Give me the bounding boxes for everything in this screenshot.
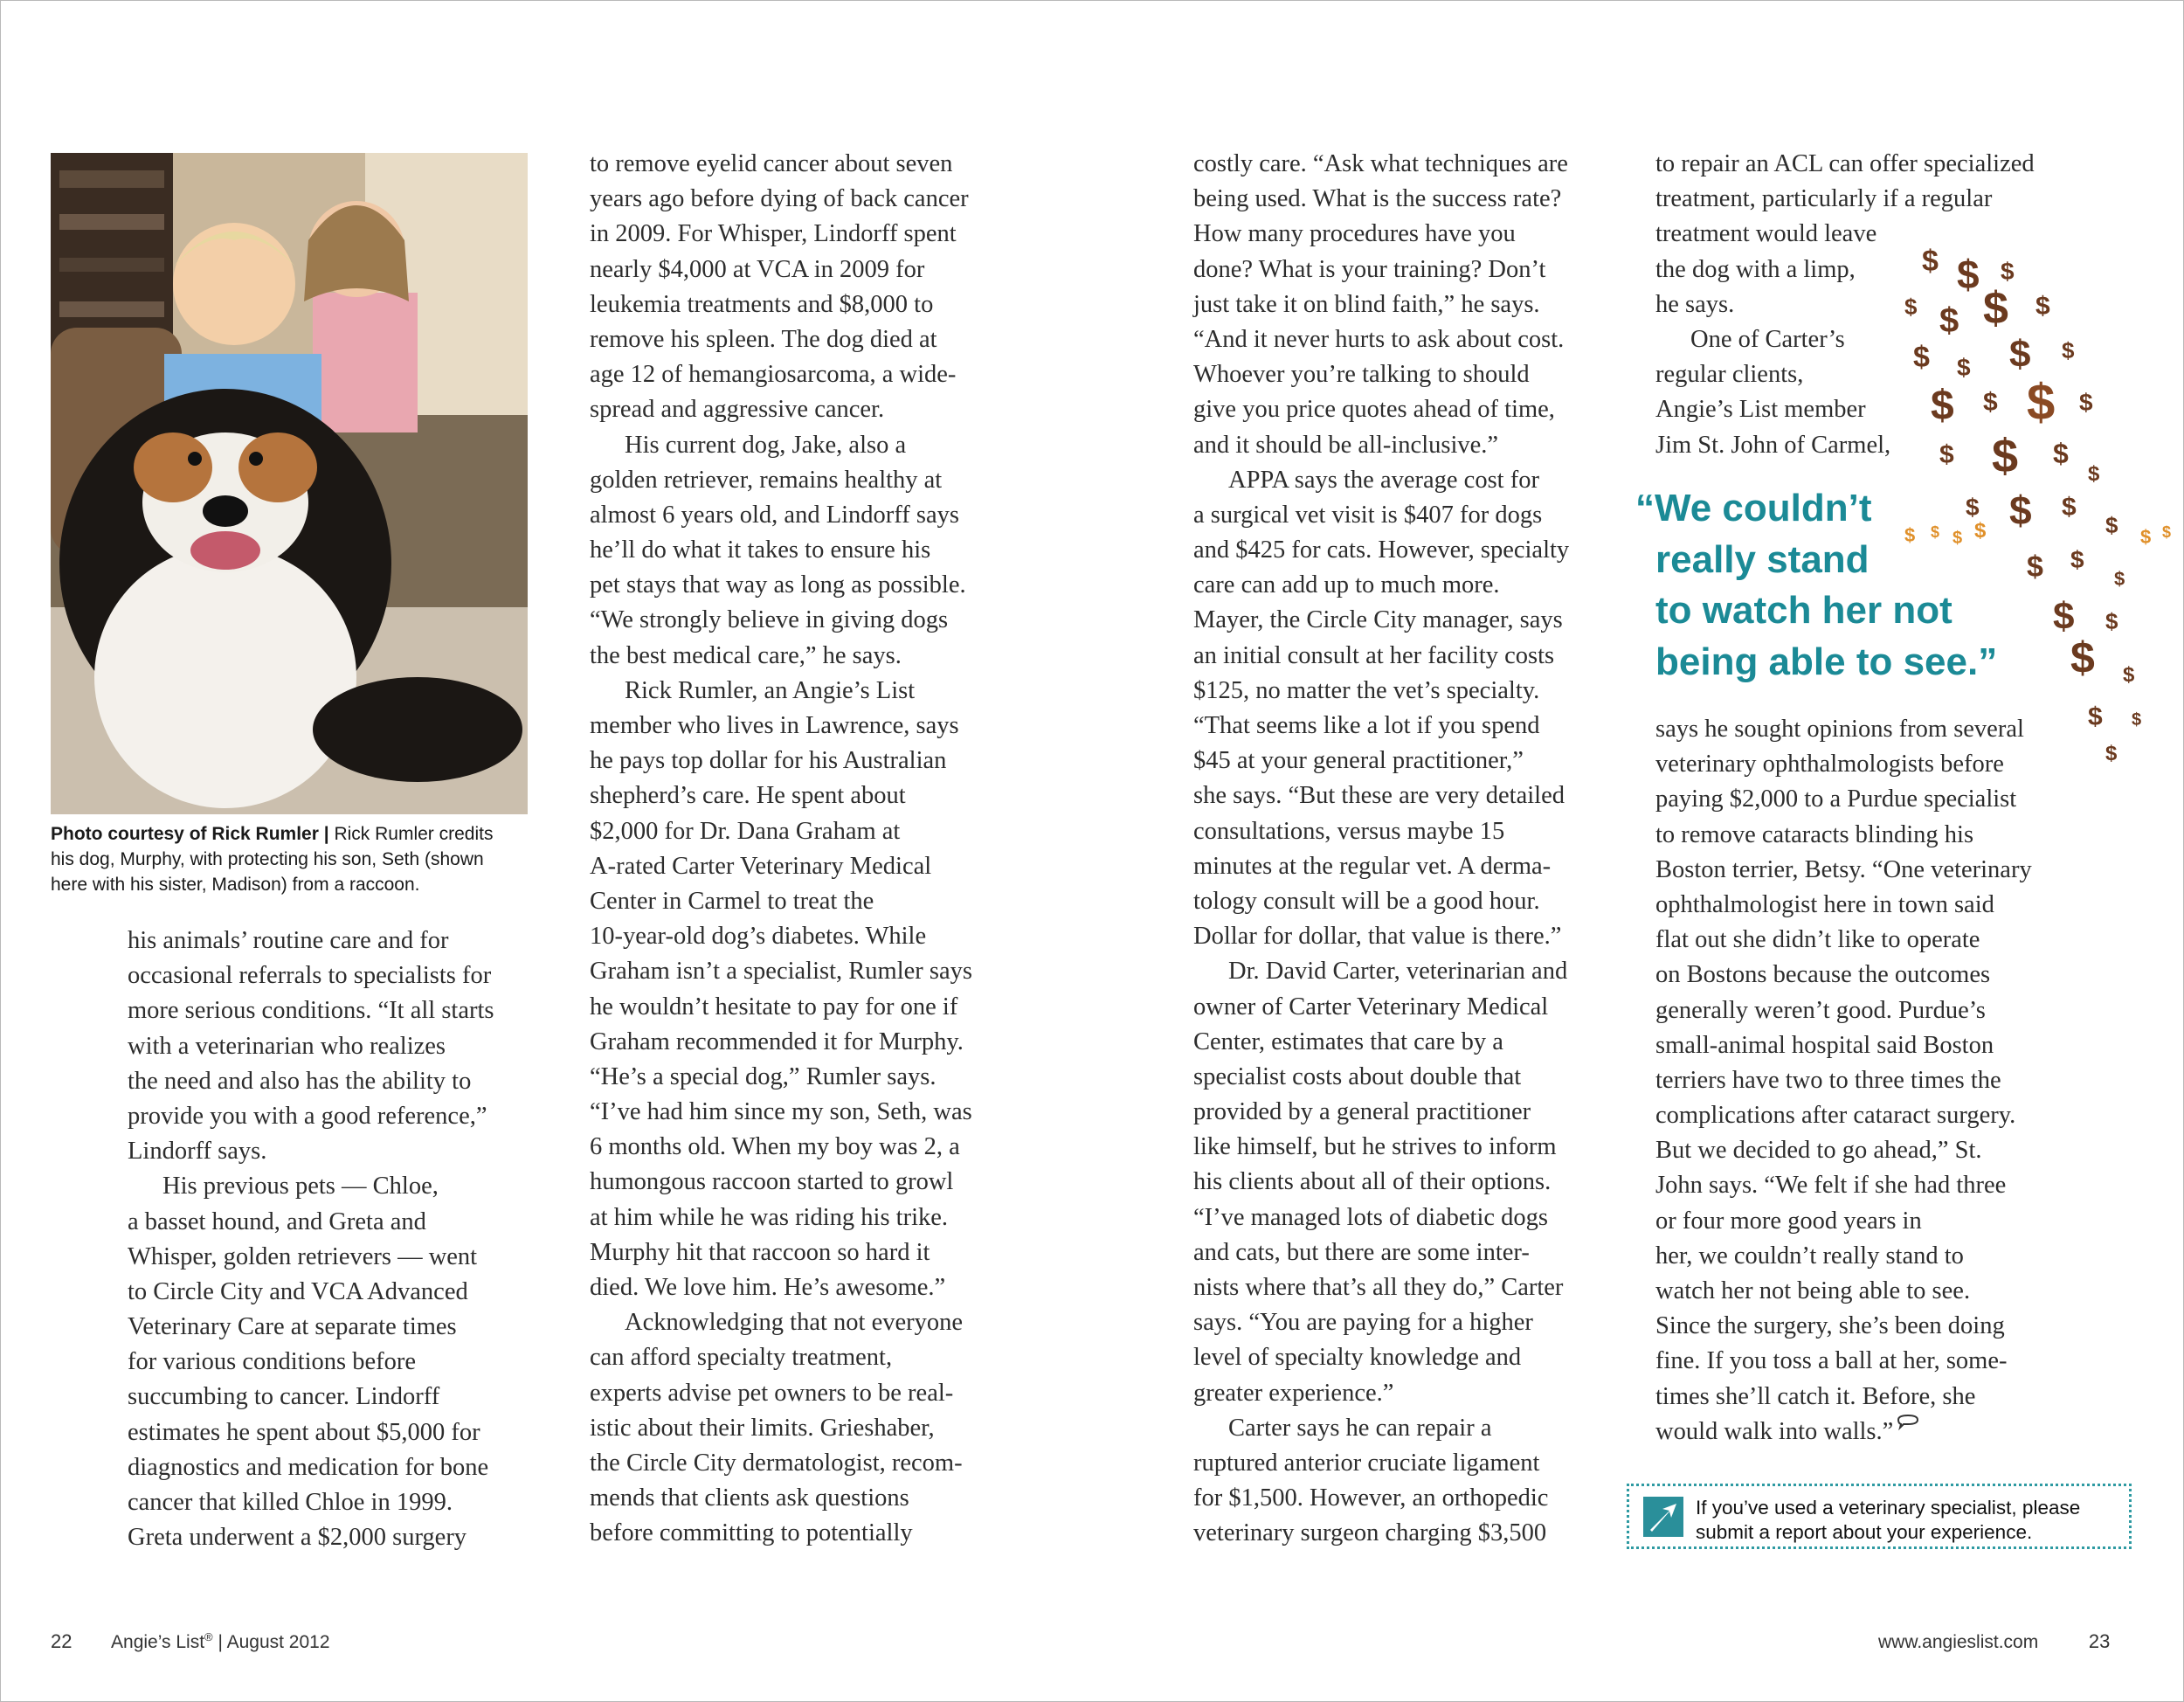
text-line: Veterinary Care at separate times xyxy=(128,1313,457,1341)
dollar-glyph-icon: $ xyxy=(2053,595,2075,638)
text-line: years ago before dying of back cancer xyxy=(590,185,969,213)
text-line: minutes at the regular vet. A derma- xyxy=(1193,852,1552,880)
text-line: like himself, but he strives to inform xyxy=(1193,1133,1557,1161)
text-line: diagnostics and medication for bone xyxy=(128,1453,489,1481)
dollar-glyph-icon: $ xyxy=(1957,354,1971,381)
text-line: $45 at your general practitioner,” xyxy=(1193,747,1524,775)
text-line: pet stays that way as long as possible. xyxy=(590,571,966,599)
dollar-glyph-icon: $ xyxy=(2088,702,2103,731)
text-line: “We strongly believe in giving dogs xyxy=(590,606,949,634)
pull-quote-line: to watch her not xyxy=(1655,589,1952,632)
text-line: Whoever you’re talking to should xyxy=(1193,361,1530,389)
text-line: spread and aggressive cancer. xyxy=(590,396,885,424)
cta-line: submit a report about your experience. xyxy=(1696,1521,2033,1543)
dollar-glyph-icon: $ xyxy=(2062,493,2077,522)
pull-quote-line: being able to see.” xyxy=(1655,640,1998,683)
text-line xyxy=(1655,1415,2032,1449)
caption-separator: | xyxy=(318,824,335,844)
text-line: How many procedures have you xyxy=(1193,220,1516,248)
dollar-glyph-icon: $ xyxy=(1904,294,1918,320)
text-line: provide you with a good reference,” xyxy=(128,1102,487,1130)
dollar-glyph-icon: $ xyxy=(2105,608,2118,634)
text-line: Whisper, golden retrievers — went xyxy=(128,1242,478,1270)
caption-line: his dog, Murphy, with protecting his son, Seth (shown xyxy=(51,849,484,869)
caption-line: Rick Rumler credits xyxy=(334,824,494,844)
dollar-glyph-icon: $ xyxy=(1931,383,1954,429)
dollar-glyph-icon: $ xyxy=(2123,663,2135,687)
dollar-glyph-icon: $ xyxy=(1939,440,1954,469)
text-line: veterinary surgeon charging $3,500 xyxy=(1193,1519,1547,1547)
text-line: before committing to potentially xyxy=(590,1519,913,1547)
text-line: “I’ve had him since my son, Seth, was xyxy=(590,1098,972,1126)
publication-name: Angie’s List xyxy=(111,1632,205,1652)
text-line: Dollar for dollar, that value is there.” xyxy=(1193,923,1562,951)
text-line: a surgical vet visit is $407 for dogs xyxy=(1193,501,1543,529)
dollar-glyph-icon: $ xyxy=(2070,546,2084,573)
text-line: to remove eyelid cancer about seven xyxy=(590,150,953,177)
text-line: costly care. “Ask what techniques are xyxy=(1193,150,1568,177)
text-line: veterinary ophthalmologists before xyxy=(1655,751,2004,778)
text-line: the best medical care,” he says. xyxy=(590,641,902,669)
text-line: level of specialty knowledge and xyxy=(1193,1344,1522,1372)
text-line: specialist costs about double that xyxy=(1193,1062,1522,1090)
text-line: can afford specialty treatment, xyxy=(590,1344,893,1372)
dollar-glyph-icon: $ xyxy=(1931,523,1940,541)
text-line: mends that clients ask questions xyxy=(590,1484,909,1512)
pull-quote-line: really stand xyxy=(1655,537,1870,581)
dollar-glyph-icon: $ xyxy=(1913,341,1930,374)
dollar-glyph-icon: $ xyxy=(2053,438,2069,469)
text-line: Since the surgery, she’s been doing xyxy=(1655,1312,2005,1340)
photo-dog-and-children xyxy=(51,153,528,814)
dollar-glyph-icon: $ xyxy=(2088,462,2100,486)
text-line: ophthalmologist here in town said xyxy=(1655,890,1994,918)
text-line: and $425 for cats. However, specialty xyxy=(1193,536,1570,564)
text-line: greater experience.” xyxy=(1193,1379,1394,1407)
text-line: more serious conditions. “It all starts xyxy=(128,997,494,1025)
column-1 xyxy=(128,924,494,1555)
dollar-glyph-icon: $ xyxy=(2027,374,2056,431)
dollar-glyph-icon: $ xyxy=(2027,550,2043,584)
text-line: he’ll do what it takes to ensure his xyxy=(590,536,931,564)
text-line: on Bostons because the outcomes xyxy=(1655,961,1991,989)
report-cta-box[interactable] xyxy=(1627,1484,2132,1549)
text-line: APPA says the average cost for xyxy=(1228,466,1539,494)
dollar-glyph-icon: $ xyxy=(2062,337,2075,363)
dollar-glyph-icon: $ xyxy=(1904,524,1916,546)
text-line: A-rated Carter Veterinary Medical xyxy=(590,852,932,880)
text-line: Jim St. John of Carmel, xyxy=(1655,431,1891,459)
text-line: experts advise pet owners to be real- xyxy=(590,1379,954,1407)
text-line: 10-year-old dog’s diabetes. While xyxy=(590,923,927,951)
text-line: small-animal hospital said Boston xyxy=(1655,1031,1994,1059)
text-line: nearly $4,000 at VCA in 2009 for xyxy=(590,255,925,283)
dollar-glyph-icon: $ xyxy=(1974,519,1987,543)
text-line: the dog with a limp, xyxy=(1655,255,1856,283)
text-line: to remove cataracts blinding his xyxy=(1655,820,1974,848)
dollar-glyph-icon: $ xyxy=(2035,292,2050,321)
text-line: Graham recommended it for Murphy. xyxy=(590,1027,964,1055)
dollar-glyph-icon: $ xyxy=(1939,301,1959,340)
text-line: times she’ll catch it. Before, she xyxy=(1655,1382,1976,1410)
text-line: $125, no matter the vet’s specialty. xyxy=(1193,676,1540,704)
text-line: istic about their limits. Grieshaber, xyxy=(590,1414,935,1442)
text-line: she says. “But these are very detailed xyxy=(1193,782,1565,810)
text-line: tology consult will be a good hour. xyxy=(1193,887,1540,915)
text-line: died. We love him. He’s awesome.” xyxy=(590,1274,946,1301)
text-line: leukemia treatments and $8,000 to xyxy=(590,290,934,318)
text-line: occasional referrals to specialists for xyxy=(128,962,492,990)
pull-quote-line: “We couldn’t xyxy=(1635,487,1872,529)
text-line: Mayer, the Circle City manager, says xyxy=(1193,606,1563,634)
text-line: His previous pets — Chloe, xyxy=(162,1173,439,1200)
text-line: the need and also has the ability to xyxy=(128,1067,472,1095)
text-line: Center, estimates that care by a xyxy=(1193,1027,1503,1055)
dollar-glyph-icon: $ xyxy=(1952,529,1963,548)
text-line: owner of Carter Veterinary Medical xyxy=(1193,993,1549,1021)
page-number-left: 22 xyxy=(51,1630,73,1652)
text-line: being used. What is the success rate? xyxy=(1193,185,1562,213)
photo-caption xyxy=(51,821,540,897)
footer-left xyxy=(51,1630,330,1653)
text-line: terriers have two to three times the xyxy=(1655,1066,2001,1094)
text-line: John says. “We felt if she had three xyxy=(1655,1172,2007,1200)
text-line: 6 months old. When my boy was 2, a xyxy=(590,1133,960,1161)
text-line: for $1,500. However, an orthopedic xyxy=(1193,1484,1549,1512)
text-line: paying $2,000 to a Purdue specialist xyxy=(1655,785,2017,813)
text-line: Acknowledging that not everyone xyxy=(625,1309,964,1337)
text-line: Dr. David Carter, veterinarian and xyxy=(1228,958,1568,986)
text-line: estimates he spent about $5,000 for xyxy=(128,1418,480,1446)
website-link[interactable]: www.angieslist.com xyxy=(1878,1632,2039,1652)
text-line: he wouldn’t hesitate to pay for one if xyxy=(590,993,958,1021)
dollar-glyph-icon: $ xyxy=(1983,283,2008,334)
text-line: an initial consult at her facility costs xyxy=(1193,641,1555,669)
text-line: “That seems like a lot if you spend xyxy=(1193,712,1540,739)
dollar-glyph-icon: $ xyxy=(2162,523,2172,541)
column-4-bottom xyxy=(1655,712,2032,1449)
text-line: Lindorff says. xyxy=(128,1138,267,1166)
caption-line: here with his sister, Madison) from a raccoon. xyxy=(51,875,420,895)
text-line: his clients about all of their options. xyxy=(1193,1168,1552,1196)
text-line: Angie’s List member xyxy=(1655,396,1866,424)
text-line: shepherd’s care. He spent about xyxy=(590,782,906,810)
text-line: a basset hound, and Greta and xyxy=(128,1207,426,1235)
text-line: provided by a general practitioner xyxy=(1193,1098,1531,1126)
text-line: at him while he was riding his trike. xyxy=(590,1203,949,1231)
registered-mark: ® xyxy=(204,1630,213,1643)
text-line: in 2009. For Whisper, Lindorff spent xyxy=(590,220,957,248)
text-line: Murphy hit that raccoon so hard it xyxy=(590,1238,930,1266)
text-line: give you price quotes ahead of time, xyxy=(1193,396,1555,424)
text-line: nists where that’s all they do,” Carter xyxy=(1193,1274,1564,1301)
text-line: cancer that killed Chloe in 1999. xyxy=(128,1489,453,1516)
text-line: he pays top dollar for his Australian xyxy=(590,747,947,775)
text-line: just take it on blind faith,” he says. xyxy=(1193,290,1540,318)
text-line: “I’ve managed lots of diabetic dogs xyxy=(1193,1203,1548,1231)
dollar-glyph-icon: $ xyxy=(2105,742,2118,765)
text-line: ruptured anterior cruciate ligament xyxy=(1193,1449,1540,1477)
text-line: Carter says he can repair a xyxy=(1228,1414,1492,1442)
issue-date: August 2012 xyxy=(226,1632,330,1652)
dollar-glyph-icon: $ xyxy=(1957,252,1980,297)
page-number-right: 23 xyxy=(2088,1630,2111,1652)
text-line: remove his spleen. The dog died at xyxy=(590,325,937,353)
text-line: done? What is your training? Don’t xyxy=(1193,255,1546,283)
text-line: almost 6 years old, and Lindorff says xyxy=(590,501,959,529)
photo-credit: Photo courtesy of Rick Rumler xyxy=(51,824,319,844)
text-line: Rick Rumler, an Angie’s List xyxy=(625,676,916,704)
text-line: watch her not being able to see. xyxy=(1655,1277,1971,1304)
text-line: fine. If you toss a ball at her, some- xyxy=(1655,1347,2008,1375)
dollar-glyph-icon: $ xyxy=(2132,710,2142,730)
text-line: His current dog, Jake, also a xyxy=(625,431,907,459)
text-line: complications after cataract surgery. xyxy=(1655,1102,2016,1130)
text-line: and cats, but there are some inter- xyxy=(1193,1238,1530,1266)
text-line: “And it never hurts to ask about cost. xyxy=(1193,325,1565,353)
dollar-glyph-icon: $ xyxy=(2001,258,2015,285)
text-line: consultations, versus maybe 15 xyxy=(1193,817,1505,845)
last-line-text: would walk into walls.” xyxy=(1655,1417,1894,1445)
text-line: care can add up to much more. xyxy=(1193,571,1500,599)
footer-divider: | xyxy=(212,1632,227,1652)
text-line: to repair an ACL can offer specialized xyxy=(1655,150,2035,177)
text-line: age 12 of hemangiosarcoma, a wide- xyxy=(590,361,957,389)
text-line: says he sought opinions from several xyxy=(1655,716,2024,743)
column-2 xyxy=(590,147,972,1552)
text-line: Boston terrier, Betsy. “One veterinary xyxy=(1655,855,2032,883)
text-line: the Circle City dermatologist, recom- xyxy=(590,1449,963,1477)
text-line: succumbing to cancer. Lindorff xyxy=(128,1383,440,1411)
text-line: humongous raccoon started to growl xyxy=(590,1168,954,1196)
dollar-glyph-icon: $ xyxy=(1922,245,1939,278)
dollar-glyph-icon: $ xyxy=(2009,488,2032,533)
footer-right xyxy=(1878,1630,2110,1653)
end-mark-icon xyxy=(1895,1415,1921,1434)
text-line: “He’s a special dog,” Rumler says. xyxy=(590,1062,936,1090)
arrow-cursor-icon xyxy=(1643,1497,1683,1537)
cta-line: If you’ve used a veterinary specialist, please xyxy=(1696,1497,2081,1519)
dollar-glyph-icon: $ xyxy=(2105,512,2118,538)
dollar-glyph-icon: $ xyxy=(2070,633,2095,682)
column-3 xyxy=(1193,147,1569,1552)
text-line: and it should be all-inclusive.” xyxy=(1193,431,1499,459)
text-line: regular clients, xyxy=(1655,361,1804,389)
text-line: flat out she didn’t like to operate xyxy=(1655,926,1980,954)
text-line: his animals’ routine care and for xyxy=(128,927,449,954)
text-line: treatment, particularly if a regular xyxy=(1655,185,1993,213)
text-line: or four more good years in xyxy=(1655,1207,1922,1235)
text-line: with a veterinarian who realizes xyxy=(128,1032,446,1060)
text-line: for various conditions before xyxy=(128,1348,417,1376)
text-line: treatment would leave xyxy=(1655,220,1877,248)
dollar-glyph-icon: $ xyxy=(2140,526,2152,548)
text-line: generally weren’t good. Purdue’s xyxy=(1655,996,1986,1024)
text-line: her, we couldn’t really stand to xyxy=(1655,1242,1964,1270)
cta-text[interactable] xyxy=(1696,1496,2080,1545)
text-line: Greta underwent a $2,000 surgery xyxy=(128,1524,467,1552)
text-line: member who lives in Lawrence, says xyxy=(590,712,959,739)
pull-quote xyxy=(1635,483,1997,688)
column-4-top xyxy=(1655,147,2035,463)
text-line: he says. xyxy=(1655,290,1735,318)
dollar-glyph-icon: $ xyxy=(1983,388,1998,417)
text-line: One of Carter’s xyxy=(1690,325,1845,353)
dollar-glyph-icon: $ xyxy=(2114,568,2125,590)
dollar-glyph-icon: $ xyxy=(1992,430,2019,482)
text-line: golden retriever, remains healthy at xyxy=(590,466,943,494)
text-line: $2,000 for Dr. Dana Graham at xyxy=(590,817,901,845)
text-line: says. “You are paying for a higher xyxy=(1193,1309,1533,1337)
text-line: Graham isn’t a specialist, Rumler says xyxy=(590,958,972,986)
dollar-glyph-icon: $ xyxy=(2009,333,2031,376)
text-line: Center in Carmel to treat the xyxy=(590,887,874,915)
text-line: But we decided to go ahead,” St. xyxy=(1655,1137,1982,1165)
dollar-glyph-icon: $ xyxy=(2079,389,2093,416)
text-line: to Circle City and VCA Advanced xyxy=(128,1277,468,1305)
dollar-glyph-icon: $ xyxy=(1966,494,1980,521)
